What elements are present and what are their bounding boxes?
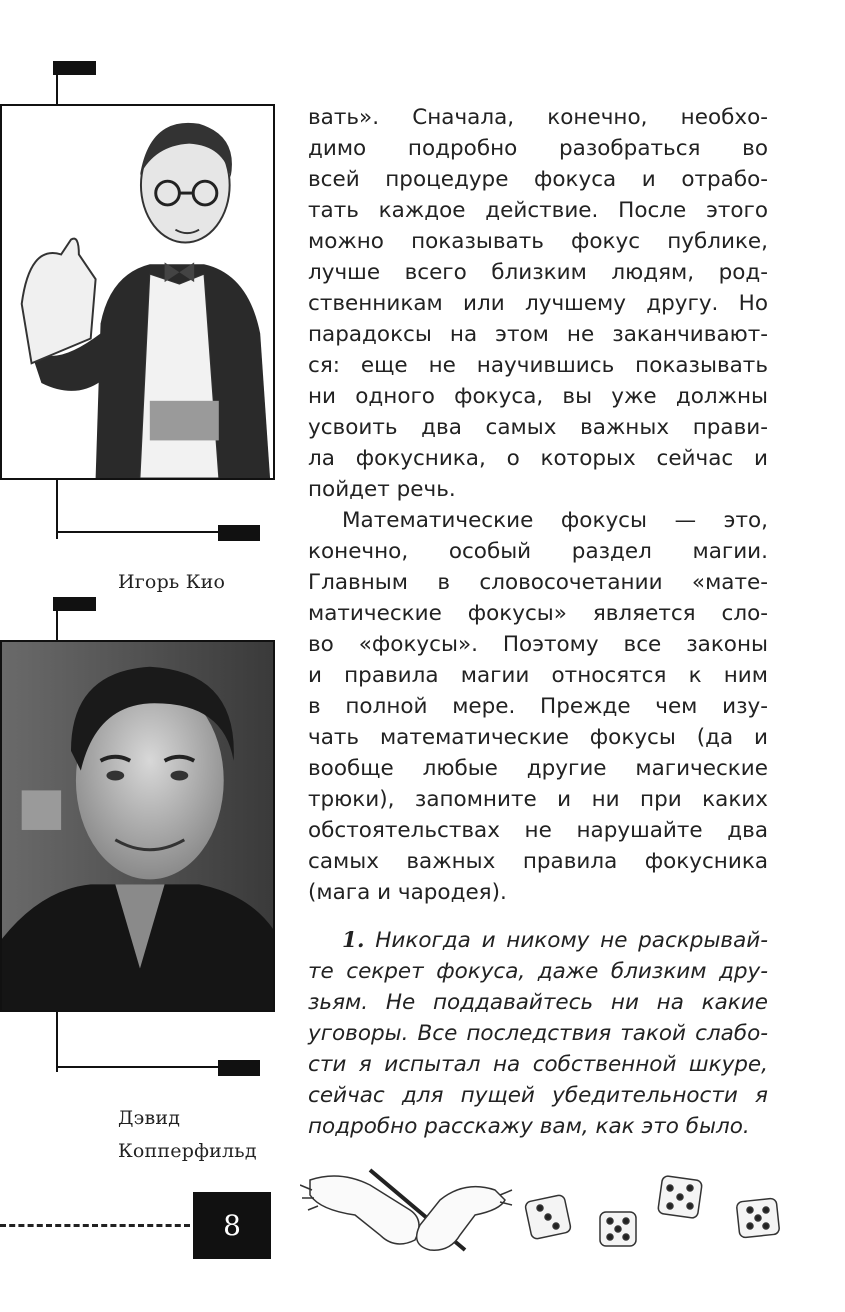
caption-copperfield-line1: Дэвид [118, 1107, 181, 1129]
caption-copperfield [118, 1102, 257, 1168]
body-line: Главным в словосочетании «мате- [308, 570, 768, 595]
portrait-photo-icon [2, 642, 273, 1010]
caption-copperfield-line2: Копперфильд [118, 1140, 257, 1162]
rule-line: уговоры. Все последствия такой слабо- [308, 1021, 768, 1046]
footer-dashed-line [0, 1224, 190, 1227]
body-line: трюки), запомните и ни при каких [308, 787, 768, 812]
body-line: ни одного фокуса, вы уже должны [308, 384, 768, 409]
magician-drawing-icon [2, 106, 273, 478]
rule-line: подробно расскажу вам, как это было. [308, 1114, 750, 1139]
rule-number: 1. [342, 928, 365, 953]
body-line: (мага и чародея). [308, 880, 507, 905]
body-line: обстоятельствах не нарушайте два [308, 818, 768, 843]
body-line: парадоксы на этом не заканчивают- [308, 322, 768, 347]
page-number: 8 [193, 1192, 271, 1259]
copperfield-photo [0, 640, 275, 1012]
body-line: матические фокусы» является сло- [308, 601, 768, 626]
rule-line: те секрет фокуса, даже близким дру- [308, 959, 768, 984]
body-line: тать каждое действие. После этого [308, 198, 768, 223]
rule-line: сейчас для пущей убедительности я [308, 1083, 768, 1108]
body-text [308, 102, 768, 908]
caption-kio: Игорь Кио [118, 571, 226, 593]
body-line: вообще любые другие магические [308, 756, 768, 781]
frame-bar-bottom-2 [218, 1060, 260, 1076]
body-line: лучше всего близким людям, род- [308, 260, 768, 285]
body-line: в полной мере. Прежде чем изу- [308, 694, 768, 719]
body-line: во «фокусы». Поэтому все законы [308, 632, 768, 657]
body-line: вать». Сначала, конечно, необхо- [308, 105, 768, 130]
kio-illustration [0, 104, 275, 480]
frame-bar-bottom-1 [218, 525, 260, 541]
body-line: всей процедуре фокуса и отрабо- [308, 167, 768, 192]
body-line: конечно, особый раздел магии. [308, 539, 768, 564]
rule-line [308, 925, 768, 956]
rule-1-text [308, 925, 768, 1142]
rule-line-text: Никогда и никому не раскрывай- [375, 928, 768, 953]
body-line: самых важных правила фокусника [308, 849, 768, 874]
dice-icon [524, 1175, 779, 1246]
body-line: ся: еще не научившись показывать [308, 353, 768, 378]
frame-bar-top-2 [53, 597, 96, 611]
frame-hline-2 [56, 1066, 236, 1068]
gloves-and-dice-illustration [300, 1150, 790, 1260]
body-line: ла фокусника, о которых сейчас и [308, 446, 768, 471]
body-line: усвоить два самых важных прави- [308, 415, 768, 440]
gloves-icon [300, 1170, 512, 1250]
rule-line: зьям. Не поддавайтесь ни на какие [308, 990, 768, 1015]
frame-bar-top-1 [53, 61, 96, 75]
body-line: пойдет речь. [308, 477, 456, 502]
rule-line: сти я испытал на собственной шкуре, [308, 1052, 768, 1077]
body-line: и правила магии относятся к ним [308, 663, 768, 688]
body-line: ственникам или лучшему другу. Но [308, 291, 768, 316]
body-line: можно показывать фокус публике, [308, 229, 768, 254]
body-line: Математические фокусы — это, [342, 508, 768, 533]
body-line: димо подробно разобраться во [308, 136, 768, 161]
frame-hline-1 [56, 531, 236, 533]
body-line: чать математические фокусы (да и [308, 725, 768, 750]
